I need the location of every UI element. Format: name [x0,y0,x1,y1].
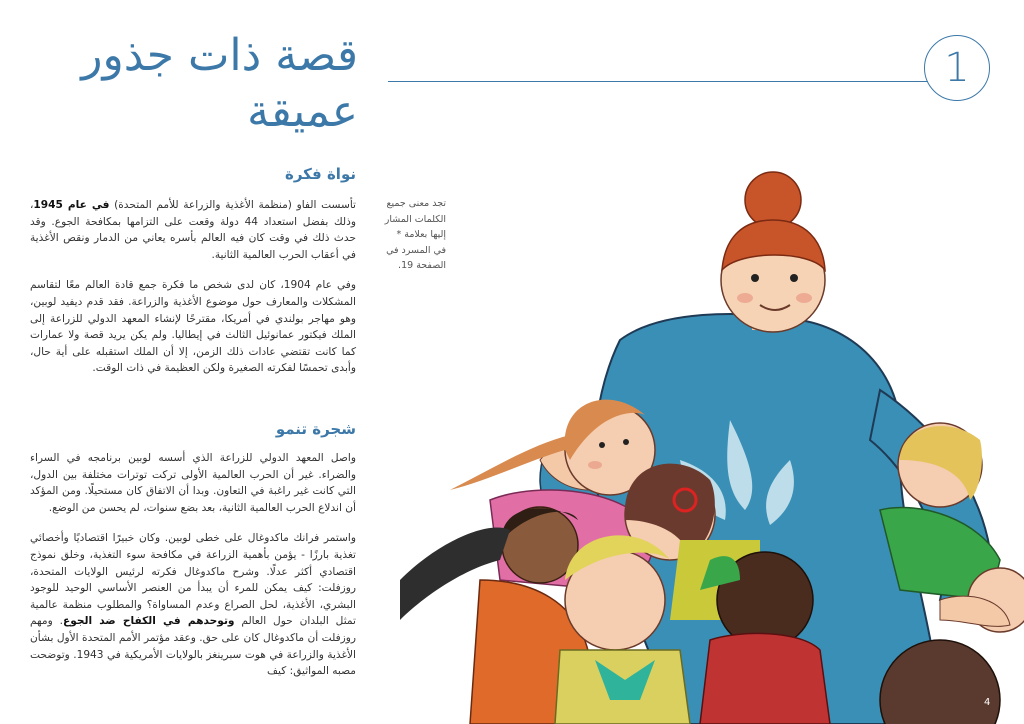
paragraph-text: . ومهم روزفلت أن ماكدوغال كان على حق. وعقد مؤتمر الأمم المتحدة الأول بشأن الأغذية والزراعة في هوت سبرينغز بالولايات الأمريكية في 1943. وتوضحت مصبه المواثيق: كيف [30,615,356,678]
section-heading-idea: نواة فكرة [285,165,356,183]
glossary-note: تجد معنى جميع الكلمات المشار إليها بعلامة * في المسرد في الصفحة 19. [384,198,446,272]
bold-text: في عام 1945 [33,199,110,211]
paragraph-institute: واصل المعهد الدولي للزراعة الذي أسسه لوبين برنامجه في السراء والضراء. غير أن الحرب العالمية الأولى تركت توترات مختلفة بين الدول، التي كانت غير راغبة في التعاون. وبدا أن الاتفاق كان مستحيلًا. ومن المؤكد أن اندلاع الحرب العالمية الثانية، بعد بضع سنوات، لم يحسن من الوضع. [30,452,356,514]
paragraph-text: واستمر فرانك ماكدوغال على خطى لوبين. وكان خبيرًا اقتصاديًا وأخصائي تغذية بارزًا - يؤمن بأهمية الزراعة في مكافحة سوء التغذية، وخلق نموذج اقتصادي أكثر عدلًا. وشرح ماكدوغال فكرته لرئيس الولايات المتحدة، روزفلت: كيف يمكن للمرء أن يبدأ من العنصر الأساسي الوحيد للوجود البشري، الأغذية، لحل الصراع وعدم المساواة؟ والمطلوب منظمة عالمية تمثل البلدان حول العالم [30,532,356,628]
section-heading-tree: شجرة تنمو [275,420,356,438]
illustration-woman-hugging-children [380,160,1024,724]
page-number: 4 [984,697,991,708]
paragraph-mcdougall [30,530,356,679]
paragraph-text: ، وذلك بفضل استعداد 44 دولة وقعت على التزامها بمكافحة الجوع. وقد حدث ذلك في وقت كان فيه العالم بأسره يعاني من الدمار ونقص الأغذية في أعقاب الحرب العالمية الثانية. [30,199,356,261]
bold-text: وتوحدهم في الكفاح ضد الجوع [62,615,235,628]
chapter-number-badge [924,35,990,101]
page-title: قصة ذات جذور عميقة [81,30,358,137]
chapter-number: 1 [944,45,970,91]
paragraph-text: تأسست الفاو (منظمة الأغذية والزراعة للأمم المتحدة) [109,199,356,211]
section-idea [30,165,356,377]
paragraph-lubin: وفي عام 1904، كان لدى شخص ما فكرة جمع قادة العالم معًا لتقاسم المشكلات والمعارف حول موضوع الأغذية والزراعة. فقد قدم ديفيد لوبين، وهو مهاجر بولندي في أمريكا، مقترحًا لإنشاء المعهد الدولي للزراعة إلى الملك فيكتور عمانوئيل الثالث في إيطاليا. ولم يكن يريد قصة ولا عمارات كما كانت تقتضي عادات ذلك الزمن، إلا أن الملك استقبله على أية حال، وأبدى تحمسًا لفكرته الصغيرة ولكن العظيمة في ذات الوقت. [30,279,356,375]
paragraph-founding [30,197,356,263]
chapter-divider-line [388,81,928,82]
section-growing-tree [30,420,356,680]
